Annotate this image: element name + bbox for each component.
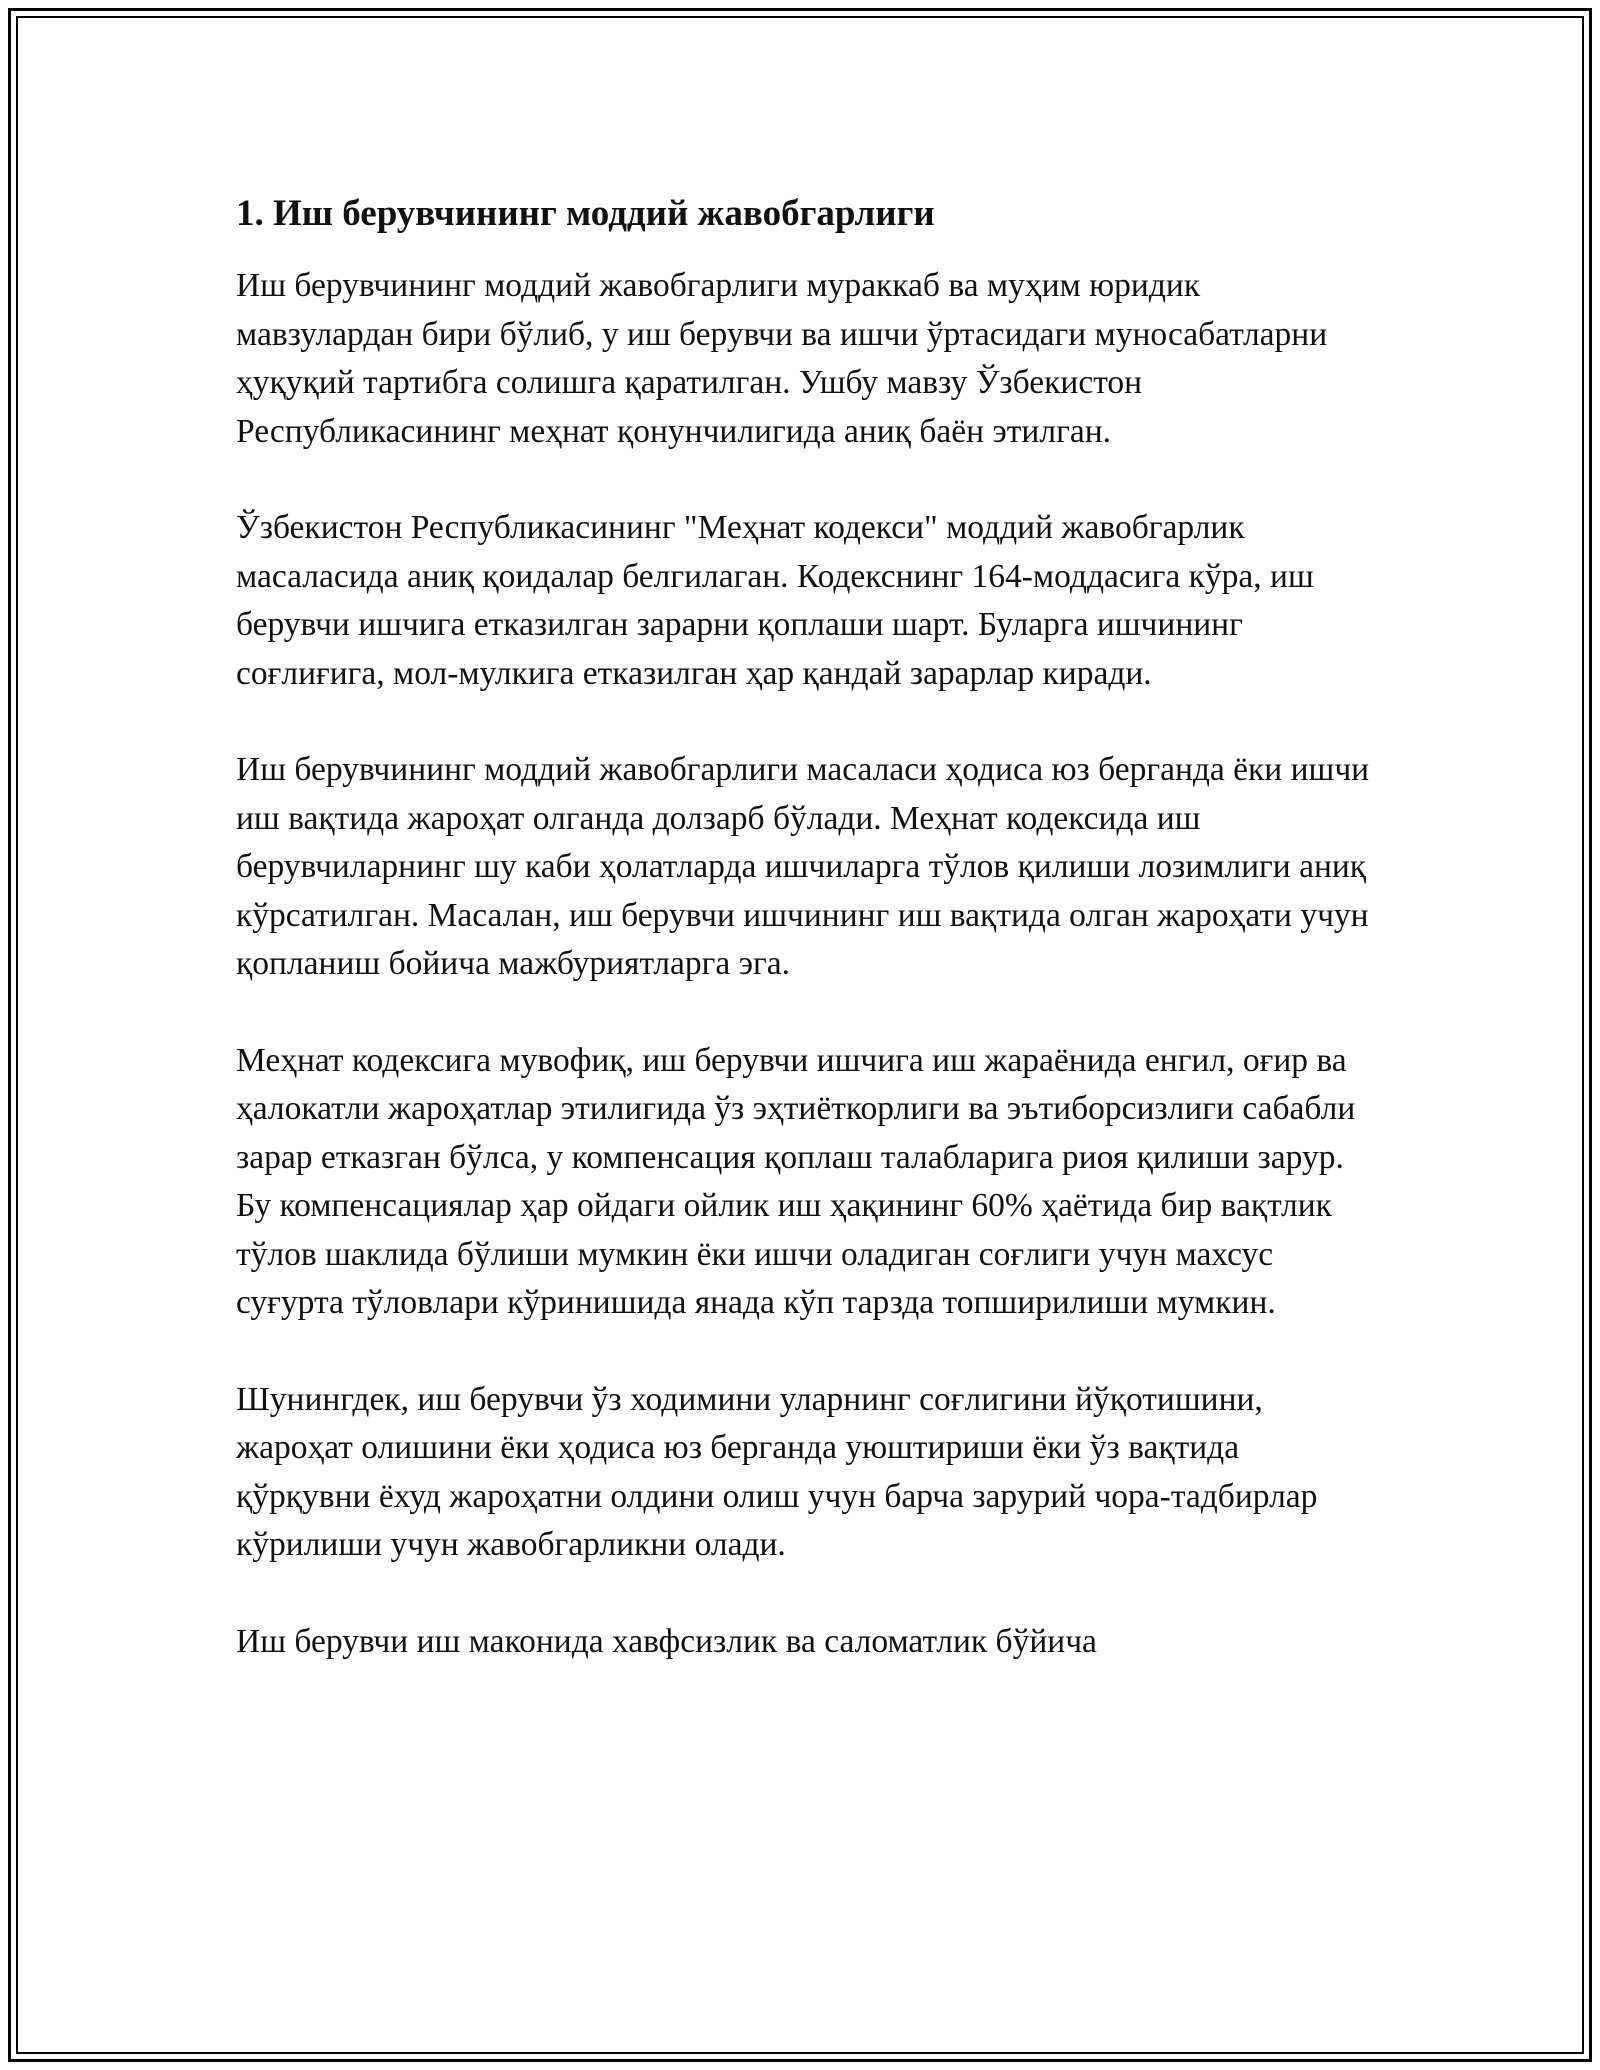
section-heading: 1. Иш берувчининг моддий жавобгарлиги: [236, 193, 935, 234]
paragraph-5: Шунингдек, иш берувчи ўз ходимини уларнинг соғлигини йўқотишини, жароҳат олишини ёки ҳодиса юз берганда уюштириши ёки ўз вақтида қўрқувни ёхуд жароҳатни олдини олиш учун барча зарурий чора-тадбирлар кўрилиши учун жавобгарликни олади.: [236, 1380, 1318, 1563]
paragraph-6: Иш берувчи иш маконида хавфсизлик ва саломатлик бўйича: [236, 1622, 1097, 1660]
paragraph-4: Меҳнат кодексига мувофиқ, иш берувчи ишчига иш жараёнида енгил, оғир ва ҳалокатли жароҳатлар этилигида ўз эҳтиёткорлиги ва эътиборсизлиги сабабли зарар етказган бўлса, у компенсация қоплаш талабларига риоя қилиши зарур. Бу компенсациялар ҳар ойдаги ойлик иш ҳақининг 60% ҳаётида бир вақтлик тўлов шаклида бўлиши мумкин ёки ишчи оладиган соғлиги учун махсус суғурта тўловлари кўринишида янада кўп тарзда топширилиши мумкин.: [236, 1041, 1356, 1321]
paragraph-2: Ўзбекистон Республикасининг "Меҳнат кодекси" моддий жавобгарлик масаласида аниқ қоидалар белгилаган. Кодекснинг 164-моддасига кўра, иш берувчи ишчига етказилган зарарни қоплаши шарт. Буларга ишчининг соғлиғига, мол-мулкига етказилган ҳар қандай зарарлар киради.: [236, 509, 1314, 692]
document-body: [236, 188, 1376, 1714]
paragraph-1: Иш берувчининг моддий жавобгарлиги мураккаб ва муҳим юридик мавзулардан бири бўлиб, у иш берувчи ва ишчи ўртасидаги муносабатларни ҳуқуқий тартибга солишга қаратилган. Ушбу мавзу Ўзбекистон Республикасининг меҳнат қонунчилигида аниқ баён этилган.: [236, 267, 1328, 450]
paragraph-3: Иш берувчининг моддий жавобгарлиги масаласи ҳодиса юз берганда ёки ишчи иш вақтида жароҳат олганда долзарб бўлади. Меҳнат кодексида иш берувчиларнинг шу каби ҳолатларда ишчиларга тўлов қилиши лозимлиги аниқ кўрсатилган. Масалан, иш берувчи ишчининг иш вақтида олган жароҳати учун қопланиш бойича мажбуриятларга эга.: [236, 751, 1370, 982]
